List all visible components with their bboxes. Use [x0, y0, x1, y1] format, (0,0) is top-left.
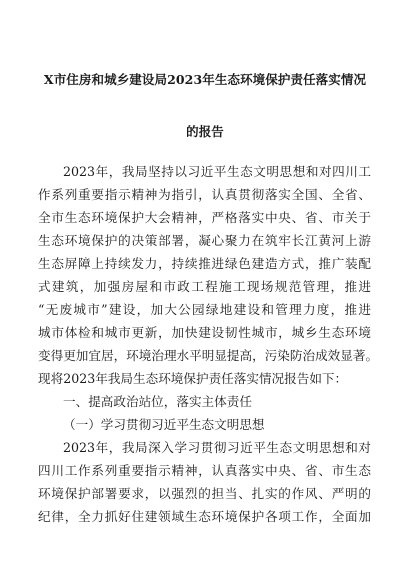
paragraph-line: 生态屏障上持续发力，持续推进绿色建造方式，推广装配	[38, 256, 371, 271]
section-heading: 一、提高政治站位，落实主体责任	[63, 394, 252, 409]
paragraph-line: 作系列重要指示精神为指引，认真贯彻落实全国、全省、	[38, 187, 371, 202]
paragraph-line: 纪律，全力抓好住建领域生态环境保护各项工作，全面加	[38, 509, 371, 524]
paragraph-line: 生态环境保护的决策部署，凝心聚力在筑牢长江黄河上游	[38, 233, 371, 248]
subsection-heading: （一）学习贯彻习近平生态文明思想	[63, 417, 265, 432]
paragraph-line: 2023年，我局坚持以习近平生态文明思想和对四川工	[63, 164, 371, 179]
document-body	[38, 160, 379, 528]
document-title-line-1: X市住房和城乡建设局2023年生态环境保护责任落实情况	[43, 72, 367, 87]
paragraph-line: 环境保护部署要求，以强烈的担当、扎实的作风、严明的	[38, 486, 371, 501]
paragraph-line: 四川工作系列重要指示精神，认真落实中央、省、市生态	[38, 463, 371, 478]
document-title-line-2: 的报告	[186, 124, 224, 139]
paragraph-line: 2023年，我局深入学习贯彻习近平生态文明思想和对	[63, 440, 371, 455]
paragraph-line: “无废城市”建设，加大公园绿地建设和管理力度，推进	[38, 302, 371, 317]
paragraph-line: 式建筑，加强房屋和市政工程施工现场规范管理，推进	[38, 279, 371, 294]
paragraph-line: 现将2023年我局生态环境保护责任落实情况报告如下：	[38, 371, 348, 386]
paragraph-line: 变得更加宜居，环境治理水平明显提高，污染防治成效显著。	[38, 348, 379, 363]
paragraph-line: 全市生态环境保护大会精神，严格落实中央、省、市关于	[38, 210, 371, 225]
paragraph-line: 城市体检和城市更新，加快建设韧性城市，城乡生态环境	[38, 325, 371, 340]
